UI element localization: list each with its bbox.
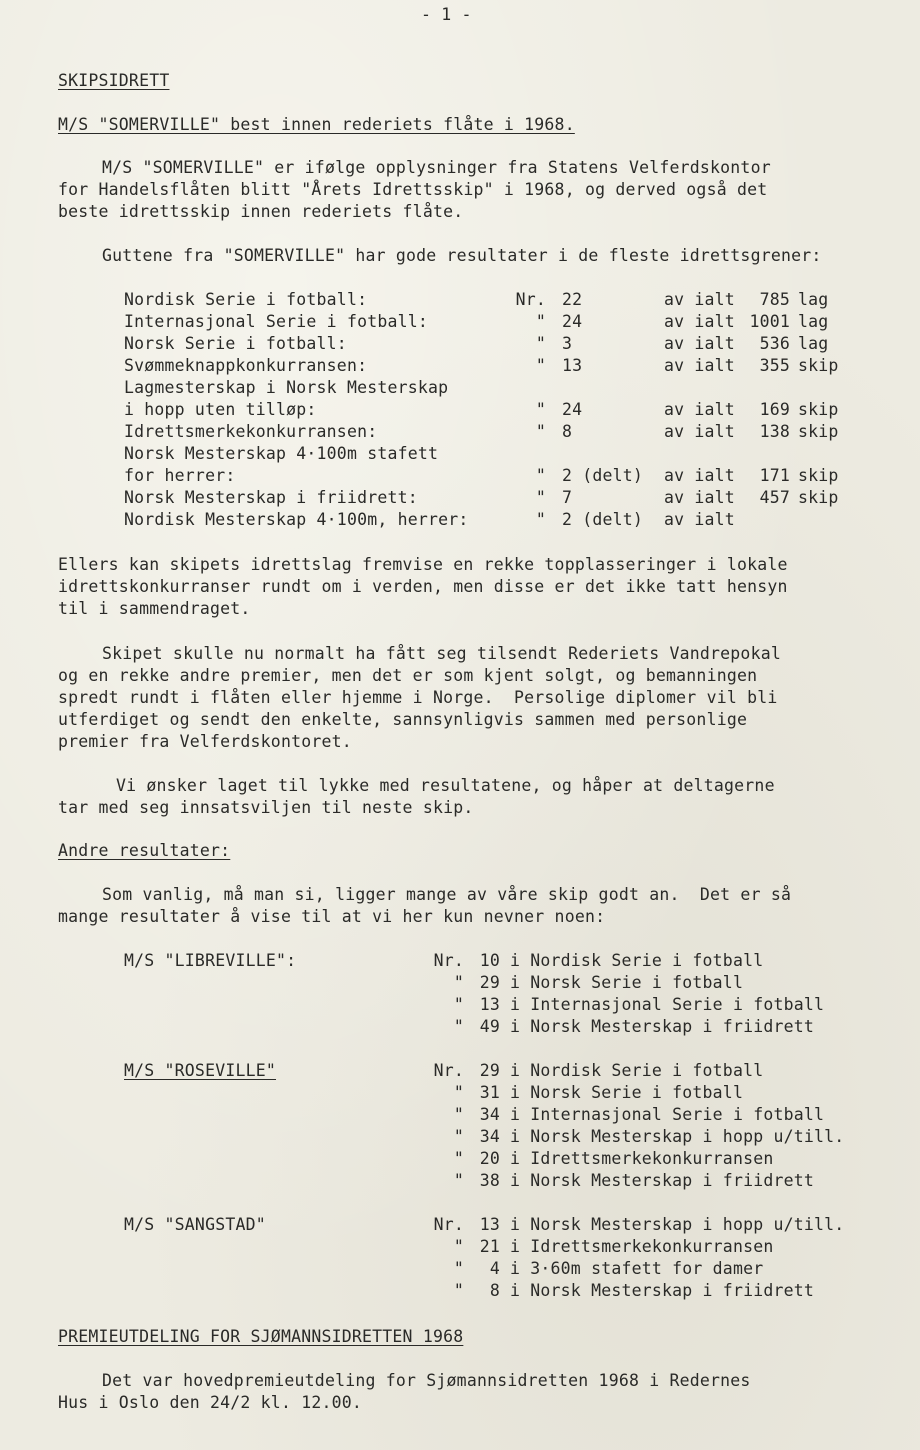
result-unit: skip bbox=[798, 422, 839, 441]
result-label: Lagmesterskap i Norsk Mesterskap bbox=[124, 378, 449, 397]
ship-result-place: 49 bbox=[479, 1017, 500, 1036]
ship-result-prefix: " bbox=[453, 1149, 464, 1168]
ship-result-prefix: " bbox=[453, 1105, 464, 1124]
ship-result-place: 29 bbox=[479, 1061, 500, 1080]
ship-result-place: 10 bbox=[479, 951, 500, 970]
result-nr: " bbox=[535, 400, 546, 419]
text-line: beste idrettsskip innen rederiets flåte. bbox=[58, 202, 464, 221]
ship-result-text: i Norsk Serie i fotball bbox=[510, 1083, 744, 1102]
result-total-label: av ialt bbox=[664, 422, 735, 441]
ship-result-prefix: " bbox=[453, 995, 464, 1014]
ship-result-text: i Internasjonal Serie i fotball bbox=[510, 995, 825, 1014]
ship-name: M/S "SANGSTAD" bbox=[124, 1215, 266, 1234]
result-total-label: av ialt bbox=[664, 356, 735, 375]
result-label: Norsk Mesterskap 4·100m stafett bbox=[124, 444, 439, 463]
result-unit: lag bbox=[798, 312, 829, 331]
result-total: 171 bbox=[759, 466, 790, 485]
result-label: Internasjonal Serie i fotball: bbox=[124, 312, 429, 331]
result-unit: skip bbox=[798, 400, 839, 419]
result-nr: Nr. bbox=[515, 290, 546, 309]
text-line: for Handelsflåten blitt "Årets Idrettsskip" i 1968, og derved også det bbox=[58, 180, 768, 199]
result-nr: " bbox=[535, 312, 546, 331]
ship-result-place: 4 bbox=[489, 1259, 500, 1278]
result-nr: " bbox=[535, 422, 546, 441]
text-line: til i sammendraget. bbox=[58, 599, 251, 618]
result-unit: lag bbox=[798, 334, 829, 353]
result-total-label: av ialt bbox=[664, 466, 735, 485]
ship-result-text: i Norsk Mesterskap i friidrett bbox=[510, 1281, 815, 1300]
paragraph-results-intro: Guttene fra "SOMERVILLE" har gode resultater i de fleste idrettsgrener: bbox=[102, 246, 822, 265]
result-place: 8 bbox=[562, 422, 573, 441]
ship-result-place: 20 bbox=[479, 1149, 500, 1168]
ship-result-text: i Norsk Mesterskap i friidrett bbox=[510, 1171, 815, 1190]
section-heading-premieutdeling: PREMIEUTDELING FOR SJØMANNSIDRETTEN 1968 bbox=[58, 1327, 464, 1346]
ship-result-place: 31 bbox=[479, 1083, 500, 1102]
result-place: 22 bbox=[562, 290, 583, 309]
result-total-label: av ialt bbox=[664, 334, 735, 353]
result-total: 457 bbox=[759, 488, 790, 507]
text-line: Ellers kan skipets idrettslag fremvise en rekke topplasseringer i lokale bbox=[58, 555, 788, 574]
result-nr: " bbox=[535, 510, 546, 529]
ship-result-text: i Norsk Serie i fotball bbox=[510, 973, 744, 992]
text-line: utferdiget og sendt den enkelte, sannsynligvis sammen med personlige bbox=[58, 710, 748, 729]
result-nr: " bbox=[535, 334, 546, 353]
ship-result-text: i Nordisk Serie i fotball bbox=[510, 951, 764, 970]
result-place: 24 bbox=[562, 312, 583, 331]
ship-result-prefix: " bbox=[453, 1259, 464, 1278]
result-total: 785 bbox=[759, 290, 790, 309]
ship-result-place: 21 bbox=[479, 1237, 500, 1256]
page-number: - 1 - bbox=[421, 5, 472, 24]
ship-result-text: i Nordisk Serie i fotball bbox=[510, 1061, 764, 1080]
result-label: Norsk Mesterskap i friidrett: bbox=[124, 488, 418, 507]
ship-result-prefix: Nr. bbox=[433, 1061, 464, 1080]
ship-result-prefix: " bbox=[453, 1083, 464, 1102]
result-place: 13 bbox=[562, 356, 583, 375]
text-line: M/S "SOMERVILLE" er ifølge opplysninger fra Statens Velferdskontor bbox=[102, 158, 771, 177]
ship-name: M/S "ROSEVILLE" bbox=[124, 1061, 277, 1080]
result-nr: " bbox=[535, 488, 546, 507]
result-unit: skip bbox=[798, 488, 839, 507]
ship-result-place: 8 bbox=[489, 1281, 500, 1300]
ship-result-place: 34 bbox=[479, 1105, 500, 1124]
ship-result-text: i 3·60m stafett for damer bbox=[510, 1259, 764, 1278]
ship-result-text: i Norsk Mesterskap i hopp u/till. bbox=[510, 1127, 845, 1146]
result-label: i hopp uten tilløp: bbox=[124, 400, 317, 419]
ship-result-text: i Idrettsmerkekonkurransen bbox=[510, 1149, 774, 1168]
ship-result-prefix: " bbox=[453, 973, 464, 992]
text-line: Som vanlig, må man si, ligger mange av våre skip godt an. Det er så bbox=[102, 885, 792, 904]
ship-name: M/S "LIBREVILLE": bbox=[124, 951, 297, 970]
text-line: Vi ønsker laget til lykke med resultatene, og håper at deltagerne bbox=[116, 776, 775, 795]
ship-result-text: i Norsk Mesterskap i hopp u/till. bbox=[510, 1215, 845, 1234]
result-unit: skip bbox=[798, 466, 839, 485]
ship-result-prefix: Nr. bbox=[433, 1215, 464, 1234]
result-place: 24 bbox=[562, 400, 583, 419]
result-place: 7 bbox=[562, 488, 573, 507]
result-place: 2 (delt) bbox=[562, 510, 644, 529]
result-total-label: av ialt bbox=[664, 510, 735, 529]
ship-result-prefix: " bbox=[453, 1281, 464, 1300]
result-total-label: av ialt bbox=[664, 312, 735, 331]
ship-result-place: 34 bbox=[479, 1127, 500, 1146]
ship-result-place: 29 bbox=[479, 973, 500, 992]
text-line: Skipet skulle nu normalt ha fått seg tilsendt Rederiets Vandrepokal bbox=[102, 644, 781, 663]
result-total: 355 bbox=[759, 356, 790, 375]
result-place: 2 (delt) bbox=[562, 466, 644, 485]
text-line: premier fra Velferdskontoret. bbox=[58, 732, 352, 751]
section-subheading: M/S "SOMERVILLE" best innen rederiets flåte i 1968. bbox=[58, 115, 575, 134]
ship-result-prefix: Nr. bbox=[433, 951, 464, 970]
ship-result-prefix: " bbox=[453, 1127, 464, 1146]
text-line: mange resultater å vise til at vi her kun nevner noen: bbox=[58, 907, 606, 926]
text-line: idrettskonkurranser rundt om i verden, men disse er det ikke tatt hensyn bbox=[58, 577, 788, 596]
result-total-label: av ialt bbox=[664, 400, 735, 419]
result-unit: lag bbox=[798, 290, 829, 309]
result-nr: " bbox=[535, 466, 546, 485]
result-label: Nordisk Mesterskap 4·100m, herrer: bbox=[124, 510, 469, 529]
ship-result-text: i Idrettsmerkekonkurransen bbox=[510, 1237, 774, 1256]
result-total: 536 bbox=[759, 334, 790, 353]
section-heading-andre-resultater: Andre resultater: bbox=[58, 841, 231, 860]
section-heading-skipsidrett: SKIPSIDRETT bbox=[58, 71, 170, 90]
result-total: 1001 bbox=[749, 312, 790, 331]
text-line: spredt rundt i flåten eller hjemme i Norge. Persolige diplomer vil bli bbox=[58, 688, 778, 707]
text-line: Det var hovedpremieutdeling for Sjømannsidretten 1968 i Redernes bbox=[102, 1371, 751, 1390]
ship-result-text: i Norsk Mesterskap i friidrett bbox=[510, 1017, 815, 1036]
ship-result-prefix: " bbox=[453, 1237, 464, 1256]
result-label: for herrer: bbox=[124, 466, 236, 485]
ship-result-prefix: " bbox=[453, 1171, 464, 1190]
result-label: Nordisk Serie i fotball: bbox=[124, 290, 368, 309]
text-line: tar med seg innsatsviljen til neste skip. bbox=[58, 798, 474, 817]
result-place: 3 bbox=[562, 334, 573, 353]
ship-result-place: 38 bbox=[479, 1171, 500, 1190]
result-label: Norsk Serie i fotball: bbox=[124, 334, 347, 353]
ship-result-text: i Internasjonal Serie i fotball bbox=[510, 1105, 825, 1124]
result-nr: " bbox=[535, 356, 546, 375]
ship-result-place: 13 bbox=[479, 1215, 500, 1234]
ship-result-place: 13 bbox=[479, 995, 500, 1014]
ship-result-prefix: " bbox=[453, 1017, 464, 1036]
result-total-label: av ialt bbox=[664, 290, 735, 309]
result-label: Svømmeknappkonkurransen: bbox=[124, 356, 368, 375]
result-total: 138 bbox=[759, 422, 790, 441]
result-total-label: av ialt bbox=[664, 488, 735, 507]
result-label: Idrettsmerkekonkurransen: bbox=[124, 422, 378, 441]
text-line: og en rekke andre premier, men det er som kjent solgt, og bemanningen bbox=[58, 666, 758, 685]
result-unit: skip bbox=[798, 356, 839, 375]
result-total: 169 bbox=[759, 400, 790, 419]
text-line: Hus i Oslo den 24/2 kl. 12.00. bbox=[58, 1393, 363, 1412]
